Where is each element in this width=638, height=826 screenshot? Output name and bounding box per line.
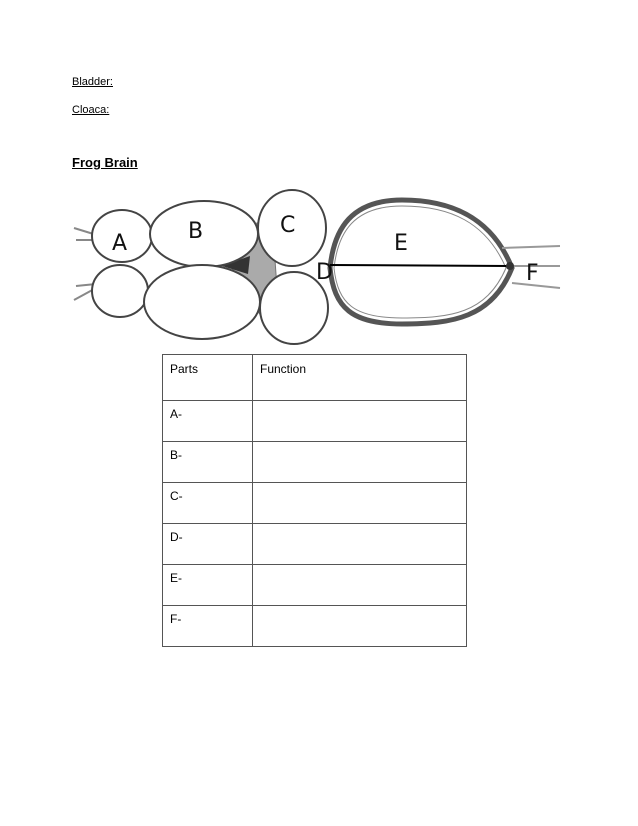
label-a: A [112, 231, 128, 256]
label-e: E [394, 231, 408, 256]
part-cell: C- [163, 483, 253, 524]
point-f [506, 262, 514, 270]
part-cell: D- [163, 524, 253, 565]
label-d: D [316, 260, 333, 285]
function-cell[interactable] [253, 524, 467, 565]
lobe-a-bottom [92, 265, 148, 317]
parts-function-table [162, 354, 467, 647]
label-b: B [188, 219, 204, 244]
table-row [163, 442, 467, 483]
part-cell: F- [163, 606, 253, 647]
part-cell: E- [163, 565, 253, 606]
label-f: F [526, 261, 539, 286]
function-cell[interactable] [253, 442, 467, 483]
table-header-row [163, 355, 467, 401]
table-row [163, 606, 467, 647]
header-function: Function [253, 355, 467, 401]
label-c: C [280, 213, 296, 238]
frog-brain-diagram [72, 188, 562, 348]
function-cell[interactable] [253, 483, 467, 524]
part-cell: B- [163, 442, 253, 483]
function-cell[interactable] [253, 606, 467, 647]
bladder-label: Bladder: [72, 76, 113, 88]
header-parts: Parts [163, 355, 253, 401]
function-cell[interactable] [253, 565, 467, 606]
part-cell: A- [163, 401, 253, 442]
cloaca-label: Cloaca: [72, 104, 110, 116]
table-row [163, 483, 467, 524]
midline [330, 265, 510, 266]
lobe-b-bottom [144, 265, 260, 339]
table-row [163, 401, 467, 442]
table-row [163, 524, 467, 565]
section-heading: Frog Brain [72, 155, 138, 170]
function-cell[interactable] [253, 401, 467, 442]
table-row [163, 565, 467, 606]
lobe-b-top [150, 201, 258, 267]
